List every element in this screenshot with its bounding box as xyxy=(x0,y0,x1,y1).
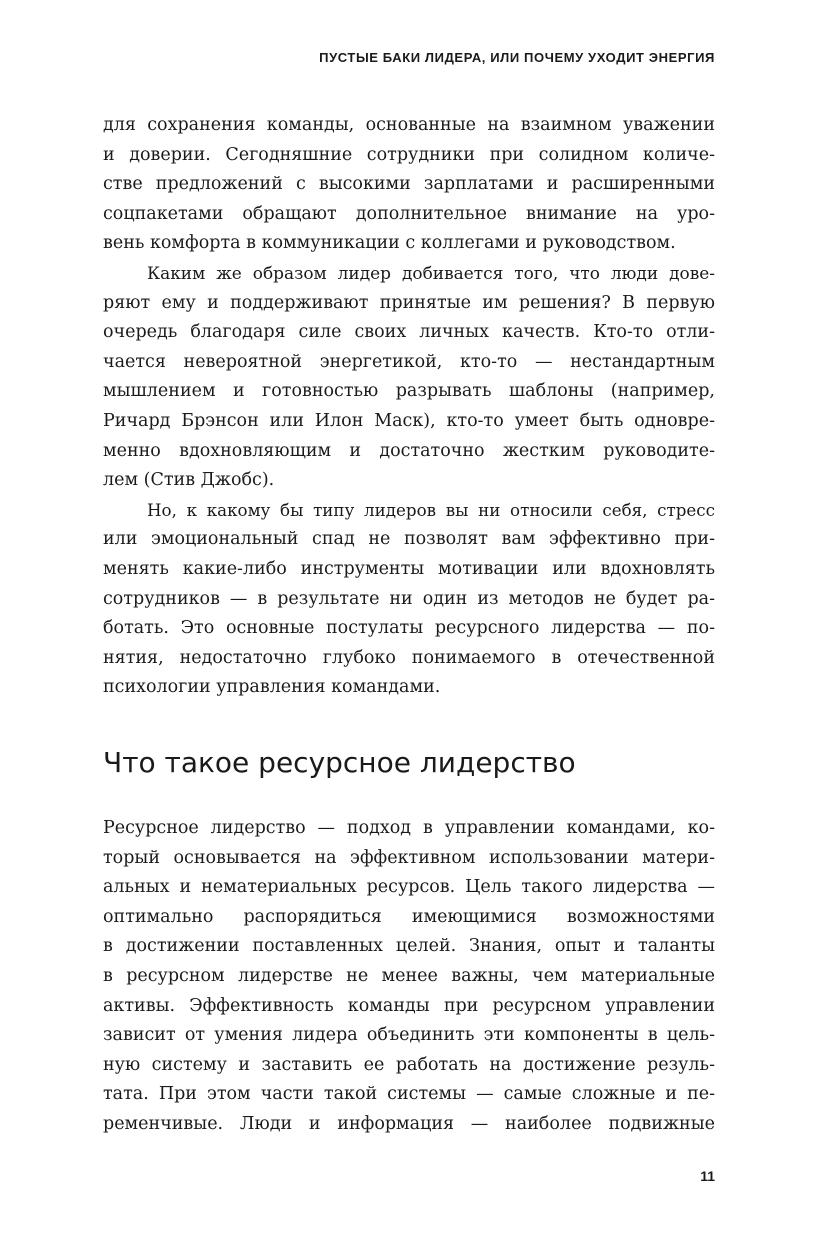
text-line: стве предложений с высокими зарплатами и расширенными xyxy=(103,174,715,195)
text-line: торый основывается на эффективном использовании матери- xyxy=(103,847,715,868)
text-line: сотрудников — в результате ни один из методов не будет ра- xyxy=(103,588,715,609)
section-heading: Что такое ресурсное лидерство xyxy=(103,746,576,779)
running-head: ПУСТЫЕ БАКИ ЛИДЕРА, ИЛИ ПОЧЕМУ УХОДИТ ЭНЕРГИЯ xyxy=(319,50,715,65)
text-line: или эмоциональный спад не позволят вам эффективно при- xyxy=(103,529,715,550)
text-line: психологии управления командами. xyxy=(103,677,441,698)
text-line: Но, к какому бы типу лидеров вы ни относили себя, стресс xyxy=(147,499,715,520)
text-line: менно вдохновляющим и достаточно жестким руководите- xyxy=(103,440,715,461)
text-line: очередь благодаря силе своих личных качеств. Кто-то отли- xyxy=(103,322,715,343)
text-line: тата. При этом части такой системы — самые сложные и пе- xyxy=(103,1084,715,1105)
text-line: зависит от умения лидера объединить эти компоненты в цель- xyxy=(103,1025,715,1046)
text-line: соцпакетами обращают дополнительное внимание на уро- xyxy=(103,203,715,224)
page-number: 11 xyxy=(700,1168,715,1184)
text-line: оптимально распорядиться имеющимися возможностями xyxy=(103,906,715,927)
text-line: и доверии. Сегодняшние сотрудники при солидном количе- xyxy=(103,144,715,165)
text-line: мышлением и готовностью разрывать шаблоны (например, xyxy=(103,381,715,402)
text-line: лем (Стив Джобс). xyxy=(103,470,275,491)
text-line: Ричард Брэнсон или Илон Маск), кто-то умеет быть одновре- xyxy=(103,410,715,431)
text-line: Каким же образом лидер добивается того, что люди дове- xyxy=(147,262,715,283)
text-line: вень комфорта в коммуникации с коллегами и руководством. xyxy=(103,233,676,254)
text-line: ряют ему и поддерживают принятые им решения? В первую xyxy=(103,292,715,313)
text-line: активы. Эффективность команды при ресурсном управлении xyxy=(103,995,715,1016)
text-line: ботать. Это основные постулаты ресурсного лидерства — по- xyxy=(103,618,715,639)
text-line: нятия, недостаточно глубоко понимаемого в отечественной xyxy=(103,647,715,668)
text-line: Ресурсное лидерство — подход в управлении командами, ко- xyxy=(103,818,715,838)
text-line: ную систему и заставить ее работать на достижение резуль- xyxy=(103,1054,715,1075)
text-line: ременчивые. Люди и информация — наиболее подвижные xyxy=(103,1113,715,1134)
text-line: для сохранения команды, основанные на взаимном уважении xyxy=(103,115,715,135)
body-text-block-2 xyxy=(103,814,715,1140)
text-line: менять какие-либо инструменты мотивации или вдохновлять xyxy=(103,558,715,579)
text-line: в достижении поставленных целей. Знания, опыт и таланты xyxy=(103,936,715,957)
text-line: альных и нематериальных ресурсов. Цель такого лидерства — xyxy=(103,877,715,898)
body-text-block-1 xyxy=(103,111,715,703)
text-line: в ресурсном лидерстве не менее важны, чем материальные xyxy=(103,965,715,986)
text-line: чается невероятной энергетикой, кто-то — нестандартным xyxy=(103,351,715,372)
